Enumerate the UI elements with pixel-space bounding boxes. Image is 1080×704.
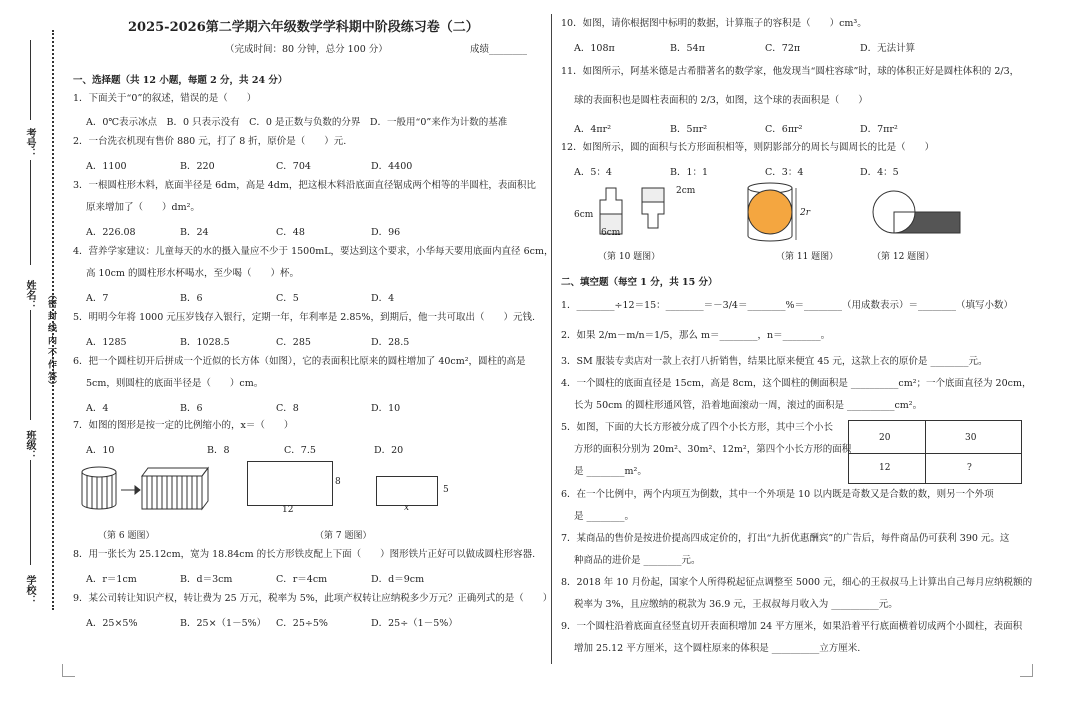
fig6-caption: （第 6 题图） [98, 531, 155, 541]
page-title: 2025-2026第二学期六年级数学学科期中阶段练习卷（二） [128, 20, 479, 35]
q3-option-d: D．96 [371, 227, 401, 238]
q6-option-c: C．8 [276, 403, 299, 414]
field-line [30, 160, 31, 265]
q11-option-b: B．5πr² [670, 124, 708, 135]
fig7-big-rectangle [247, 461, 333, 506]
fill-7-line2: 种商品的进价是 ________元。 [574, 555, 701, 566]
q1-options: A．0℃表示冰点 B．0 只表示没有 C．0 是正数与负数的分界 D．一般用“0”来作为计数的基准 [86, 117, 508, 128]
grid-cell-12: 12 [879, 463, 891, 473]
fig7-label-12: 12 [282, 505, 294, 515]
q2-option-b: B．220 [180, 161, 215, 172]
q9-option-a: A．25×5% [86, 618, 138, 629]
fill-2: 2．如果 2/m－m/n＝1/5，那么 m＝________，n＝________。 [561, 330, 831, 341]
exam-info: （完成时间：80 分钟，总分 100 分） [225, 44, 388, 55]
q5-option-a: A．1285 [86, 337, 127, 348]
question-4-line2: 高 10cm 的圆柱形水杯喝水，至少喝（ ）杯。 [86, 268, 299, 279]
q5-option-b: B．1028.5 [180, 337, 230, 348]
q11-option-d: D．7πr² [860, 124, 898, 135]
q7-option-a: A．10 [86, 445, 115, 456]
q7-option-b: B．8 [207, 445, 230, 456]
fill-5-line1: 5．如图，下面的大长方形被分成了四个小长方形，其中三个小长 [561, 422, 834, 433]
q5-option-c: C．285 [276, 337, 311, 348]
fig7-label-8: 8 [335, 477, 341, 487]
question-10: 10．如图，请你根据图中标明的数据，计算瓶子的容积是（ ）cm³。 [561, 18, 867, 29]
q4-option-b: B．6 [180, 293, 203, 304]
grid-cell-20: 20 [879, 433, 891, 443]
fig10-label-bottom: 6cm [601, 228, 621, 238]
cylinder-sliced [82, 467, 116, 509]
q2-option-c: C．704 [276, 161, 311, 172]
grid-divider-horizontal [849, 453, 1021, 454]
field-line [30, 40, 31, 120]
q8-option-b: B．d＝3cm [180, 574, 233, 585]
score-field: 成绩________ [470, 44, 528, 55]
fig7-label-x: x [404, 503, 410, 513]
q8-option-d: D．d＝9cm [371, 574, 425, 585]
q10-option-c: C．72π [765, 43, 801, 54]
question-11-line2: 球的表面积也是圆柱表面积的 2/3，如图，这个球的表面积是（ ） [574, 95, 868, 106]
field-name: 姓名： [24, 280, 35, 310]
q6-option-a: A．4 [86, 403, 109, 414]
corner-mark [1020, 664, 1033, 677]
q2-option-d: D．4400 [371, 161, 413, 172]
field-line [30, 310, 31, 420]
fig10-label-left: 6cm [574, 210, 594, 220]
figure-12-circle-rectangle [866, 188, 986, 238]
fill-6-line2: 是 ________。 [574, 511, 635, 522]
q8-option-a: A．r＝1cm [86, 574, 137, 585]
figure-11-sphere-in-cylinder [744, 180, 806, 244]
question-3-line2: 原来增加了（ ）dm²。 [86, 202, 200, 213]
fill-6-line1: 6．在一个比例中，两个内项互为倒数，其中一个外项是 10 以内既是奇数又是合数的数，则另一个外项 [561, 489, 994, 500]
arrow-icon [121, 486, 140, 494]
question-4-line1: 4．营养学家建议：儿童每天的水的摄入量应不少于 1500mL，要达到这个要求，小华每天要用底面内直径 6cm， [73, 246, 554, 257]
corner-mark [62, 664, 75, 677]
q10-option-d: D．无法计算 [860, 43, 916, 54]
fig12-caption: （第 12 题图） [872, 252, 935, 262]
question-11-line1: 11．如图所示，阿基米德是古希腊著名的数学家，他发现当“圆柱容球”时，球的体积正好是圆柱体积的 2/3， [561, 66, 1020, 77]
fig7-label-5: 5 [443, 485, 449, 495]
q3-option-c: C．48 [276, 227, 305, 238]
q9-option-c: C．25÷5% [276, 618, 328, 629]
area-grid [848, 420, 1022, 484]
q3-option-b: B．24 [180, 227, 209, 238]
q4-option-a: A．7 [86, 293, 109, 304]
fig10-caption: （第 10 题图） [598, 252, 661, 262]
fig11-caption: （第 11 题图） [776, 252, 839, 262]
q11-option-a: A．4πr² [574, 124, 611, 135]
question-6-line1: 6．把一个圆柱切开后拼成一个近似的长方体（如图），它的表面积比原来的圆柱增加了 40cm²，圆柱的高是 [73, 356, 526, 367]
fig10-label-right: 2cm [676, 186, 696, 196]
fig7-small-rectangle [376, 476, 438, 506]
question-8: 8．用一张长为 25.12cm，宽为 18.84cm 的长方形铁皮配上下面（ ）图形铁片正好可以做成圆柱形容器. [73, 549, 536, 560]
question-5: 5．明明今年将 1000 元压岁钱存入银行，定期一年，年利率是 2.85%，到期后，他一共可取出（ ）元钱. [73, 312, 535, 323]
fill-4-line1: 4．一个圆柱的底面直径是 15cm，高是 8cm，这个圆柱的侧面积是 __________cm²；一个底面直径为 20cm， [561, 378, 1032, 389]
q12-option-c: C．3：4 [765, 167, 804, 178]
q4-option-c: C．5 [276, 293, 299, 304]
question-1: 1．下面关于“0”的叙述，错误的是（ ） [73, 93, 257, 104]
grid-divider-vertical [925, 421, 926, 483]
q7-option-c: C．7.5 [284, 445, 316, 456]
field-line [30, 460, 31, 565]
fill-1: 1．________÷12＝15：________＝－3/4＝________%＝________（用成数表示）＝________（填写小数） [561, 300, 1013, 311]
field-school: 学校： [24, 575, 35, 605]
fill-5-line2: 方形的面积分别为 20m²、30m²、12m²，第四个小长方形的面积 [574, 444, 852, 455]
section1-heading: 一、选择题（共 12 小题，每题 2 分，共 24 分） [73, 75, 288, 86]
q5-option-d: D．28.5 [371, 337, 410, 348]
section2-heading: 二、填空题（每空 1 分，共 15 分） [561, 277, 718, 288]
fig7-caption: （第 7 题图） [315, 531, 372, 541]
fill-7-line1: 7．某商品的售价是按进价提高四成定价的，打出“九折优惠酬宾”的广告后，每件商品仍可获利 390 元。这 [561, 533, 1010, 544]
q4-option-d: D．4 [371, 293, 395, 304]
q8-option-c: C．r＝4cm [276, 574, 328, 585]
fill-9-line2: 增加 25.12 平方厘米，这个圆柱原来的体积是 __________立方厘米. [574, 643, 861, 654]
fig11-label-2r: 2r [800, 208, 811, 218]
fill-4-line2: 长为 50cm 的圆柱形通风管，沿着地面滚动一周，滚过的面积是 __________cm²。 [574, 400, 923, 411]
q6-option-d: D．10 [371, 403, 401, 414]
question-3-line1: 3．一根圆柱形木料，底面半径是 6dm，高是 4dm，把这根木料沿底面直径锯成两个相等的半圆柱，表面积比 [73, 180, 536, 191]
seal-text: （密 封 线 内 不 作 答） [46, 290, 56, 390]
q2-option-a: A．1100 [86, 161, 127, 172]
q12-option-b: B．1：1 [670, 167, 709, 178]
question-9: 9．某公司转让知识产权，转让费为 25 万元，税率为 5%，此项产权转让应纳税多少万元？正确列式的是（ ） [73, 593, 553, 604]
question-2: 2．一台洗衣机现有售价 880 元，打了 8 折，原价是（ ）元. [73, 136, 347, 147]
question-6-line2: 5cm，则圆柱的底面半径是（ ）cm。 [86, 378, 264, 389]
figure-6 [80, 464, 210, 512]
q12-option-a: A．5：4 [574, 167, 612, 178]
cuboid-approx [142, 468, 208, 509]
grid-cell-unknown: ? [967, 463, 972, 473]
q11-option-c: C．6πr² [765, 124, 803, 135]
fill-8-line1: 8．2018 年 10 月份起，国家个人所得税起征点调整至 5000 元，细心的王叔叔马上计算出自己每月应纳税额的 [561, 577, 1033, 588]
q10-option-b: B．54π [670, 43, 705, 54]
q3-option-a: A．226.08 [86, 227, 136, 238]
q12-option-d: D．4：5 [860, 167, 899, 178]
q9-option-d: D．25÷（1－5%） [371, 618, 458, 629]
fill-8-line2: 税率为 3%，且应缴纳的税款为 36.9 元，王叔叔每月收入为 __________元。 [574, 599, 898, 610]
q6-option-b: B．6 [180, 403, 203, 414]
grid-cell-30: 30 [965, 433, 977, 443]
field-exam-number: 考号： [24, 128, 35, 158]
q10-option-a: A．108π [574, 43, 615, 54]
fill-9-line1: 9．一个圆柱沿着底面直径竖直切开表面积增加 24 平方厘米，如果沿着平行底面横着切成两个小圆柱，表面积 [561, 621, 1023, 632]
column-divider [551, 14, 552, 664]
fill-5-line3: 是 ________m²。 [574, 466, 647, 477]
q7-option-d: D．20 [374, 445, 404, 456]
question-12: 12．如图所示，圆的面积与长方形面积相等，则阴影部分的周长与圆周长的比是（ ） [561, 142, 935, 153]
q9-option-b: B．25×（1－5%） [180, 618, 267, 629]
fill-3: 3．SM 服装专卖店对一款上衣打八折销售，结果比原来便宜 45 元，这款上衣的原价是 ________元。 [561, 356, 988, 367]
question-7: 7．如图的图形是按一定的比例缩小的，x＝（ ） [73, 420, 294, 431]
field-class: 班级： [24, 430, 35, 460]
